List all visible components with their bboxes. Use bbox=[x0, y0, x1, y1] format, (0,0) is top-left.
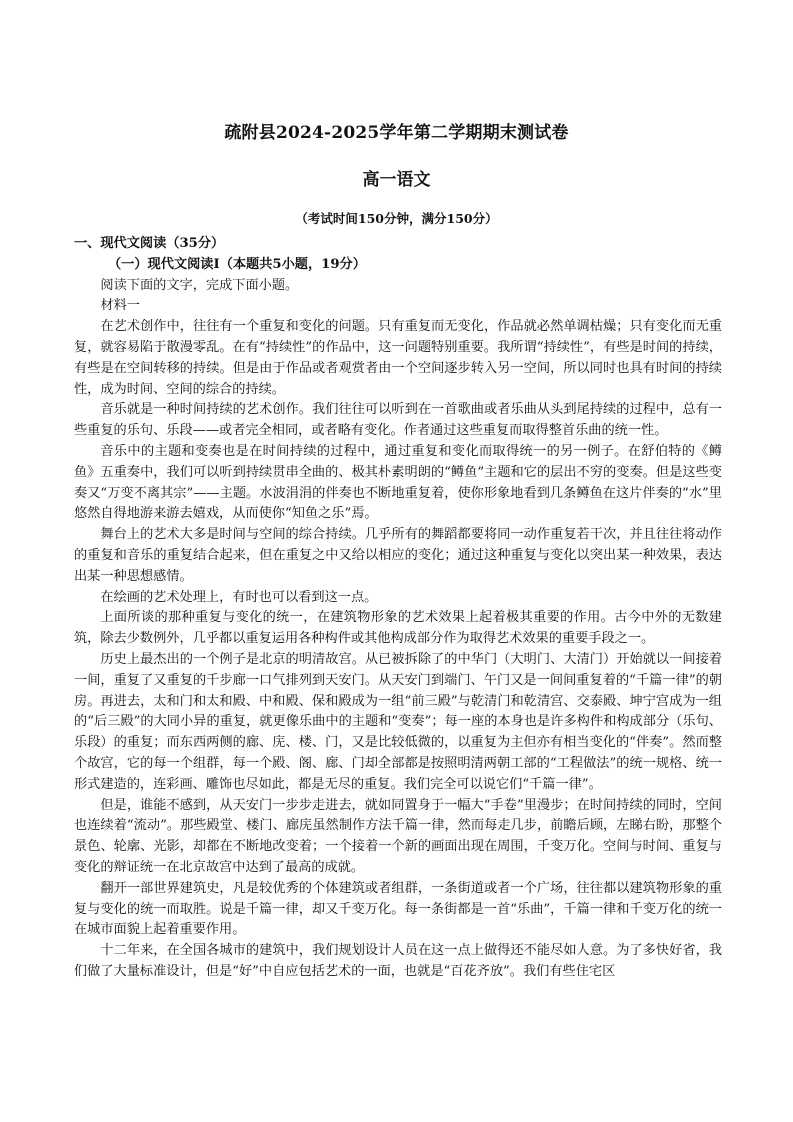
exam-title: 疏附县2024-2025学年第二学期期末测试卷 bbox=[224, 123, 569, 143]
paragraph: 历史上最杰出的一个例子是北京的明清故宫。从已被拆除了的中华门（大明门、大清门）开始就以一间接着一间，重复了又重复的千步廊一口气排列到天安门。从天安门到端门、午门又是一间间重复着的“千篇一律”的朝房。再进去，太和门和太和殿、中和殿、保和殿成为一组“前三殿”与乾清门和乾清宫、交泰殿、坤宁宫成为一组的“后三殿”的大同小异的重复，就更像乐曲中的主题和“变奏”；每一座的本身也是许多构件和构成部分（乐句、乐段）的重复；而东西两侧的廊、庑、楼、门，又是比较低微的，以重复为主但亦有相当变化的“伴奏”。然而整个故宫，它的每一个组群，每一个殿、阁、廊、门却全部都是按照明清两朝工部的“工程做法”的统一规格、统一形式建造的，连彩画、雕饰也尽如此，都是无尽的重复。我们完全可以说它们“千篇一律”。 bbox=[74, 651, 722, 792]
exam-content bbox=[74, 234, 722, 983]
paragraph: 但是，谁能不感到，从天安门一步步走进去，就如同置身于一幅大“手卷”里漫步；在时间持续的同时，空间也连续着“流动”。那些殿堂、楼门、廊庑虽然制作方法千篇一律，然而每走几步，前瞻后顾，左睇右盼，那整个景色、轮廓、光影，却都在不断地改变着；一个接着一个新的画面出现在周围，千变万化。空间与时间、重复与变化的辩证统一在北京故宫中达到了最高的成就。 bbox=[74, 797, 722, 875]
paragraph: 音乐中的主题和变奏也是在时间持续的过程中，通过重复和变化而取得统一的另一例子。在舒伯特的《鳟鱼》五重奏中，我们可以听到持续贯串全曲的、极其朴素明朗的“鳟鱼”主题和它的层出不穷的变奏。但是这些变奏又“万变不离其宗”——主题。水波涓涓的伴奏也不断地重复着，使你形象地看到几条鳟鱼在这片伴奏的“水”里悠然自得地游来游去嬉戏，从而使你“知鱼之乐”焉。 bbox=[74, 443, 722, 522]
paragraph: 在艺术创作中，往往有一个重复和变化的问题。只有重复而无变化，作品就必然单调枯燥；只有变化而无重复，就容易陷于散漫零乱。在有“持续性”的作品中，这一问题特别重要。我所谓“持续性”，有些是时间的持续，有些是在空间转移的持续。但是由于作品或者观赏者由一个空间逐步转入另一空间，所以同时也具有时间的持续性，成为时间、空间的综合的持续。 bbox=[74, 319, 722, 397]
paragraph: 十二年来，在全国各城市的建筑中，我们规划设计人员在这一点上做得还不能尽如人意。为了多快好省，我们做了大量标准设计，但是“好”中自应包括艺术的一面，也就是“百花齐放”。我们有些住宅区 bbox=[74, 943, 722, 979]
reading-instruction: 阅读下面的文字，完成下面小题。 bbox=[100, 277, 299, 293]
paragraph: 在绘画的艺术处理上，有时也可以看到这一点。 bbox=[100, 589, 378, 605]
paragraph: 上面所谈的那种重复与变化的统一，在建筑物形象的艺术效果上起着极其重要的作用。古今中外的无数建筑，除去少数例外，几乎都以重复运用各种构件或其他构成部分作为取得艺术效果的重要手段之一。 bbox=[74, 610, 722, 647]
paragraph: 音乐就是一种时间持续的艺术创作。我们往往可以听到在一首歌曲或者乐曲从头到尾持续的过程中，总有一些重复的乐句、乐段——或者完全相同，或者略有变化。作者通过这些重复而取得整首乐曲的统一性。 bbox=[74, 402, 722, 439]
subject-title: 高一语文 bbox=[362, 170, 431, 190]
paragraph: 舞台上的艺术大多是时间与空间的综合持续。几乎所有的舞蹈都要将同一动作重复若干次，并且往往将动作的重复和音乐的重复结合起来，但在重复之中又给以相应的变化；通过这种重复与变化以突出某一种效果，表达出某一种思想感情。 bbox=[74, 527, 722, 584]
exam-time-info: （考试时间150分钟，满分150分） bbox=[295, 211, 498, 226]
material-label: 材料一 bbox=[100, 298, 140, 314]
section-heading: 一、现代文阅读（35分） bbox=[74, 236, 225, 251]
paragraph: 翻开一部世界建筑史，凡是较优秀的个体建筑或者组群，一条街道或者一个广场，往往都以建筑物形象的重复与变化的统一而取胜。说是千篇一律，却又千变万化。每一条街都是一首“乐曲”，千篇一律和千变万化的统一在城市面貌上起着重要作用。 bbox=[74, 880, 722, 938]
part-heading: （一）现代文阅读Ⅰ（本题共5小题，19分） bbox=[108, 256, 366, 272]
